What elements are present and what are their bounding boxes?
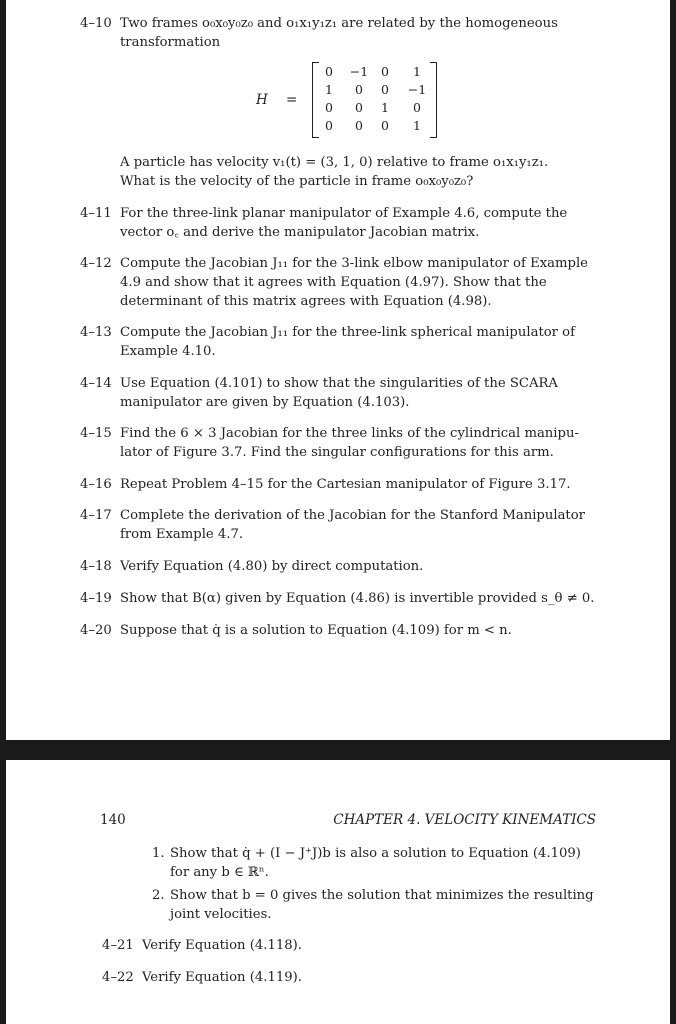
text-line: from Example 4.7. (120, 527, 244, 542)
matrix-cell: 0 (355, 100, 363, 115)
text-line: Use Equation (4.101) to show that the singularities of the SCARA (120, 376, 558, 391)
text-line: 4.9 and show that it agrees with Equation (4.97). Show that the (120, 275, 547, 290)
problem-text: Repeat Problem 4–15 for the Cartesian manipulator of Figure 3.17. (120, 477, 571, 492)
problem-number: 4–20 (80, 623, 112, 638)
equals-sign: = (286, 92, 298, 108)
chapter-header: CHAPTER 4. VELOCITY KINEMATICS (333, 812, 596, 828)
transformation-matrix (256, 62, 446, 138)
problem-text: Suppose that q̇ is a solution to Equation (4.109) for m < n. (120, 623, 512, 638)
problem-number: 4–18 (80, 559, 112, 574)
text-line: A particle has velocity v₁(t) = (3, 1, 0) relative to frame o₁x₁y₁z₁. (120, 155, 549, 170)
matrix-cell: −1 (407, 82, 427, 97)
text-line: joint velocities. (170, 907, 272, 922)
subitem-text (170, 844, 602, 882)
text-line: determinant of this matrix agrees with Equation (4.98). (120, 294, 492, 309)
matrix-cell: 1 (381, 100, 389, 115)
problem-text (120, 204, 596, 242)
matrix-cell: 0 (413, 100, 421, 115)
problem-number: 4–10 (80, 16, 112, 31)
text-line: Compute the Jacobian J₁₁ for the 3-link elbow manipulator of Example (120, 256, 588, 271)
matrix-cell: −1 (349, 64, 369, 79)
text-line: for any b ∈ ℝⁿ. (170, 865, 269, 880)
problem-text (120, 14, 596, 52)
text-line: Compute the Jacobian J₁₁ for the three-link spherical manipulator of (120, 325, 576, 340)
subitem-number: 2. (152, 888, 165, 903)
problem-text (120, 506, 596, 544)
text-line: manipulator are given by Equation (4.103). (120, 395, 410, 410)
problem-text (120, 254, 596, 311)
matrix-cell: 1 (413, 64, 421, 79)
problem-number: 4–13 (80, 325, 112, 340)
page-top (6, 0, 670, 740)
problem-text (120, 374, 596, 412)
matrix-cell: 0 (355, 82, 363, 97)
page-bottom (6, 760, 670, 1024)
text-line: lator of Figure 3.7. Find the singular configurations for this arm. (120, 445, 554, 460)
problem-text: Verify Equation (4.118). (142, 938, 302, 953)
text-line: Example 4.10. (120, 344, 216, 359)
matrix-cell: 0 (381, 64, 389, 79)
matrix-cell: 0 (381, 82, 389, 97)
text-line: Complete the derivation of the Jacobian for the Stanford Manipulator (120, 508, 585, 523)
matrix-label: H (256, 92, 268, 108)
problem-number: 4–15 (80, 426, 112, 441)
problem-text (120, 424, 596, 462)
matrix-cell: 0 (355, 118, 363, 133)
matrix-cell: 1 (325, 82, 333, 97)
text-line: Two frames o₀x₀y₀z₀ and o₁x₁y₁z₁ are related by the homogeneous (120, 16, 558, 31)
problem-number: 4–12 (80, 256, 112, 271)
text-line: Show that q̇ + (I − J⁺J)b is also a solution to Equation (4.109) (170, 846, 581, 861)
problem-number: 4–16 (80, 477, 112, 492)
text-line: What is the velocity of the particle in frame o₀x₀y₀z₀? (120, 174, 474, 189)
matrix-cell: 1 (413, 118, 421, 133)
matrix-cell: 0 (381, 118, 389, 133)
text-line: Show that b = 0 gives the solution that minimizes the resulting (170, 888, 594, 903)
problem-text (120, 153, 596, 191)
problem-number: 4–19 (80, 591, 112, 606)
text-line: For the three-link planar manipulator of Example 4.6, compute the (120, 206, 568, 221)
text-line: transformation (120, 35, 221, 50)
problem-number: 4–21 (102, 938, 134, 953)
right-bracket (430, 62, 437, 138)
text-line: vector o꜀ and derive the manipulator Jacobian matrix. (120, 225, 480, 240)
problem-text: Verify Equation (4.119). (142, 970, 302, 985)
matrix-cell: 0 (325, 118, 333, 133)
problem-text: Show that B(α) given by Equation (4.86) is invertible provided s_θ ≠ 0. (120, 591, 595, 606)
text-line: Find the 6 × 3 Jacobian for the three links of the cylindrical manipu- (120, 426, 579, 441)
subitem-number: 1. (152, 846, 165, 861)
problem-number: 4–11 (80, 206, 112, 221)
page-number: 140 (100, 812, 126, 828)
matrix-cell: 0 (325, 100, 333, 115)
problem-number: 4–22 (102, 970, 134, 985)
problem-number: 4–17 (80, 508, 112, 523)
subitem-text (170, 886, 602, 924)
matrix-cell: 0 (325, 64, 333, 79)
problem-number: 4–14 (80, 376, 112, 391)
problem-text: Verify Equation (4.80) by direct computation. (120, 559, 424, 574)
problem-text (120, 323, 596, 361)
